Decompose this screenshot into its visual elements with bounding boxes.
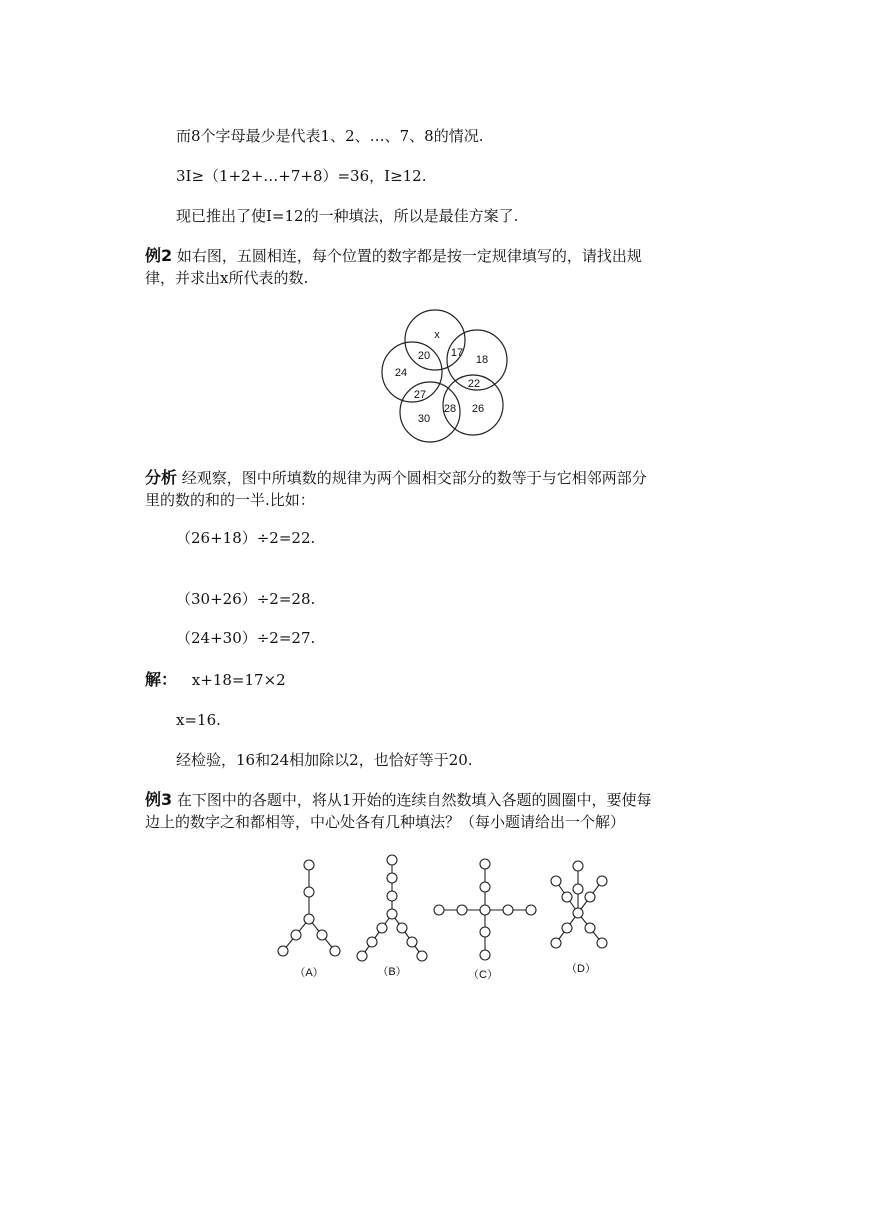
text-line: 边上的数字之和都相等，中心处各有几种填法？（每小题请给出一个解） (145, 813, 626, 831)
node-circle (503, 905, 513, 915)
diagram-caption: （B） (377, 966, 407, 978)
node-circle (357, 951, 367, 961)
text-line: 经检验，16和24相加除以2，也恰好等于20. (176, 751, 473, 769)
node-circle (597, 938, 607, 948)
node-circle (551, 938, 561, 948)
node-circle (377, 923, 387, 933)
node-circle (480, 882, 490, 892)
node-circle (367, 937, 377, 947)
diagram-caption: （C） (468, 969, 498, 981)
figure-number: 18 (475, 354, 489, 366)
node-circle (304, 887, 314, 897)
node-circle (407, 937, 417, 947)
analysis-paragraph (145, 468, 647, 488)
solution-label: 解： (145, 670, 178, 689)
figure-number: 28 (443, 403, 457, 415)
node-circle (304, 914, 314, 924)
node-circle (387, 909, 397, 919)
node-circle (526, 905, 536, 915)
figure-number: 30 (417, 413, 431, 425)
analysis-label: 分析 (145, 468, 178, 487)
node-circle (573, 884, 583, 894)
node-circle (291, 930, 301, 940)
figure-number-x: x (434, 329, 440, 341)
node-circle (278, 946, 288, 956)
node-circle (585, 923, 595, 933)
figure-number: 26 (471, 403, 485, 415)
node-circle (562, 923, 572, 933)
diagram-caption: （A） (294, 967, 324, 979)
node-circle (317, 930, 327, 940)
circle-left (382, 342, 442, 402)
node-circle (434, 905, 444, 915)
solution-paragraph (145, 670, 286, 690)
example-2-label: 例2 (145, 246, 173, 265)
diagram-caption: （D） (566, 963, 596, 975)
text-line: 经观察，图中所填数的规律为两个圆相交部分的数等于与它相邻两部分 (181, 469, 647, 487)
node-circle (480, 905, 490, 915)
text-line: 3I≥（1+2+…+7+8）=36，I≥12. (176, 167, 427, 185)
equation: （30+26）÷2=28. (176, 590, 316, 608)
node-circle (330, 946, 340, 956)
node-circle (397, 923, 407, 933)
figure-number: 22 (467, 378, 481, 390)
node-circle (597, 876, 607, 886)
node-circle (573, 908, 583, 918)
node-circle (387, 873, 397, 883)
example-2-paragraph (145, 246, 642, 266)
figure-number: 24 (394, 367, 408, 379)
equation: （24+30）÷2=27. (176, 629, 316, 647)
node-circle (480, 927, 490, 937)
node-circle (480, 950, 490, 960)
node-circle (387, 855, 397, 865)
equation: （26+18）÷2=22. (176, 529, 316, 547)
example-3-paragraph (145, 790, 651, 810)
node-circle (573, 861, 583, 871)
node-circle (562, 892, 572, 902)
text-line: 如右图，五圆相连，每个位置的数字都是按一定规律填写的，请找出规 (176, 247, 642, 265)
figure-number: 27 (413, 389, 427, 401)
node-circle (387, 891, 397, 901)
text-line: 在下图中的各题中，将从1开始的连续自然数填入各题的圆圈中，要使每 (176, 791, 652, 809)
text-line: 而8个字母最少是代表1、2、…、7、8的情况. (176, 127, 484, 145)
node-circle (480, 859, 490, 869)
text-line: 现已推出了使I=12的一种填法，所以是最佳方案了. (176, 207, 519, 225)
node-circle (551, 876, 561, 886)
figure-number: 17 (450, 347, 464, 359)
node-circle (304, 860, 314, 870)
example-3-label: 例3 (145, 790, 173, 809)
node-diagrams-figure (270, 848, 620, 988)
node-circle (585, 892, 595, 902)
five-circles-figure (370, 300, 520, 450)
node-circle (457, 905, 467, 915)
equation: x+18=17×2 (191, 671, 286, 689)
text-line: 律，并求出x所代表的数. (145, 269, 309, 287)
node-circle (417, 951, 427, 961)
figure-number: 20 (417, 350, 431, 362)
equation: x=16. (176, 711, 221, 729)
text-line: 里的数的和的一半.比如： (145, 491, 315, 509)
